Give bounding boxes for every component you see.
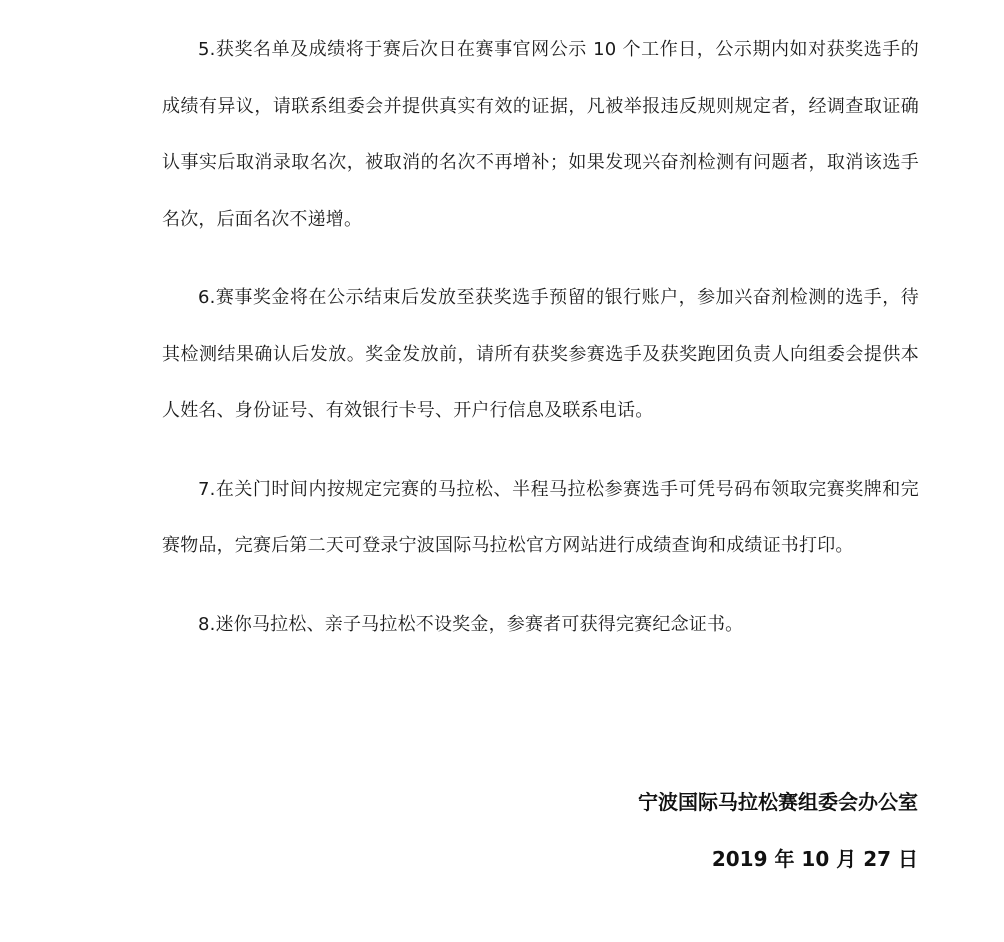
document-body — [162, 22, 919, 653]
paragraph-6: 6.赛事奖金将在公示结束后发放至获奖选手预留的银行账户，参加兴奋剂检测的选手，待其检测结果确认后发放。奖金发放前，请所有获奖参赛选手及获奖跑团负责人向组委会提供本人姓名、身份证号、有效银行卡号、开户行信息及联系电话。 — [162, 287, 919, 421]
paragraph-5: 5.获奖名单及成绩将于赛后次日在赛事官网公示 10 个工作日，公示期内如对获奖选手的成绩有异议，请联系组委会并提供真实有效的证据，凡被举报违反规则规定者，经调查取证确认事实后取消录取名次，被取消的名次不再增补；如果发现兴奋剂检测有问题者，取消该选手名次，后面名次不递增。 — [162, 39, 919, 230]
paragraph-7: 7.在关门时间内按规定完赛的马拉松、半程马拉松参赛选手可凭号码布领取完赛奖牌和完赛物品，完赛后第二天可登录宁波国际马拉松官方网站进行成绩查询和成绩证书打印。 — [162, 478, 919, 556]
signature-date: 2019 年 10 月 27 日 — [711, 847, 918, 871]
signature-organization: 宁波国际马拉松赛组委会办公室 — [638, 790, 918, 814]
paragraph-8: 8.迷你马拉松、亲子马拉松不设奖金，参赛者可获得完赛纪念证书。 — [198, 613, 744, 635]
